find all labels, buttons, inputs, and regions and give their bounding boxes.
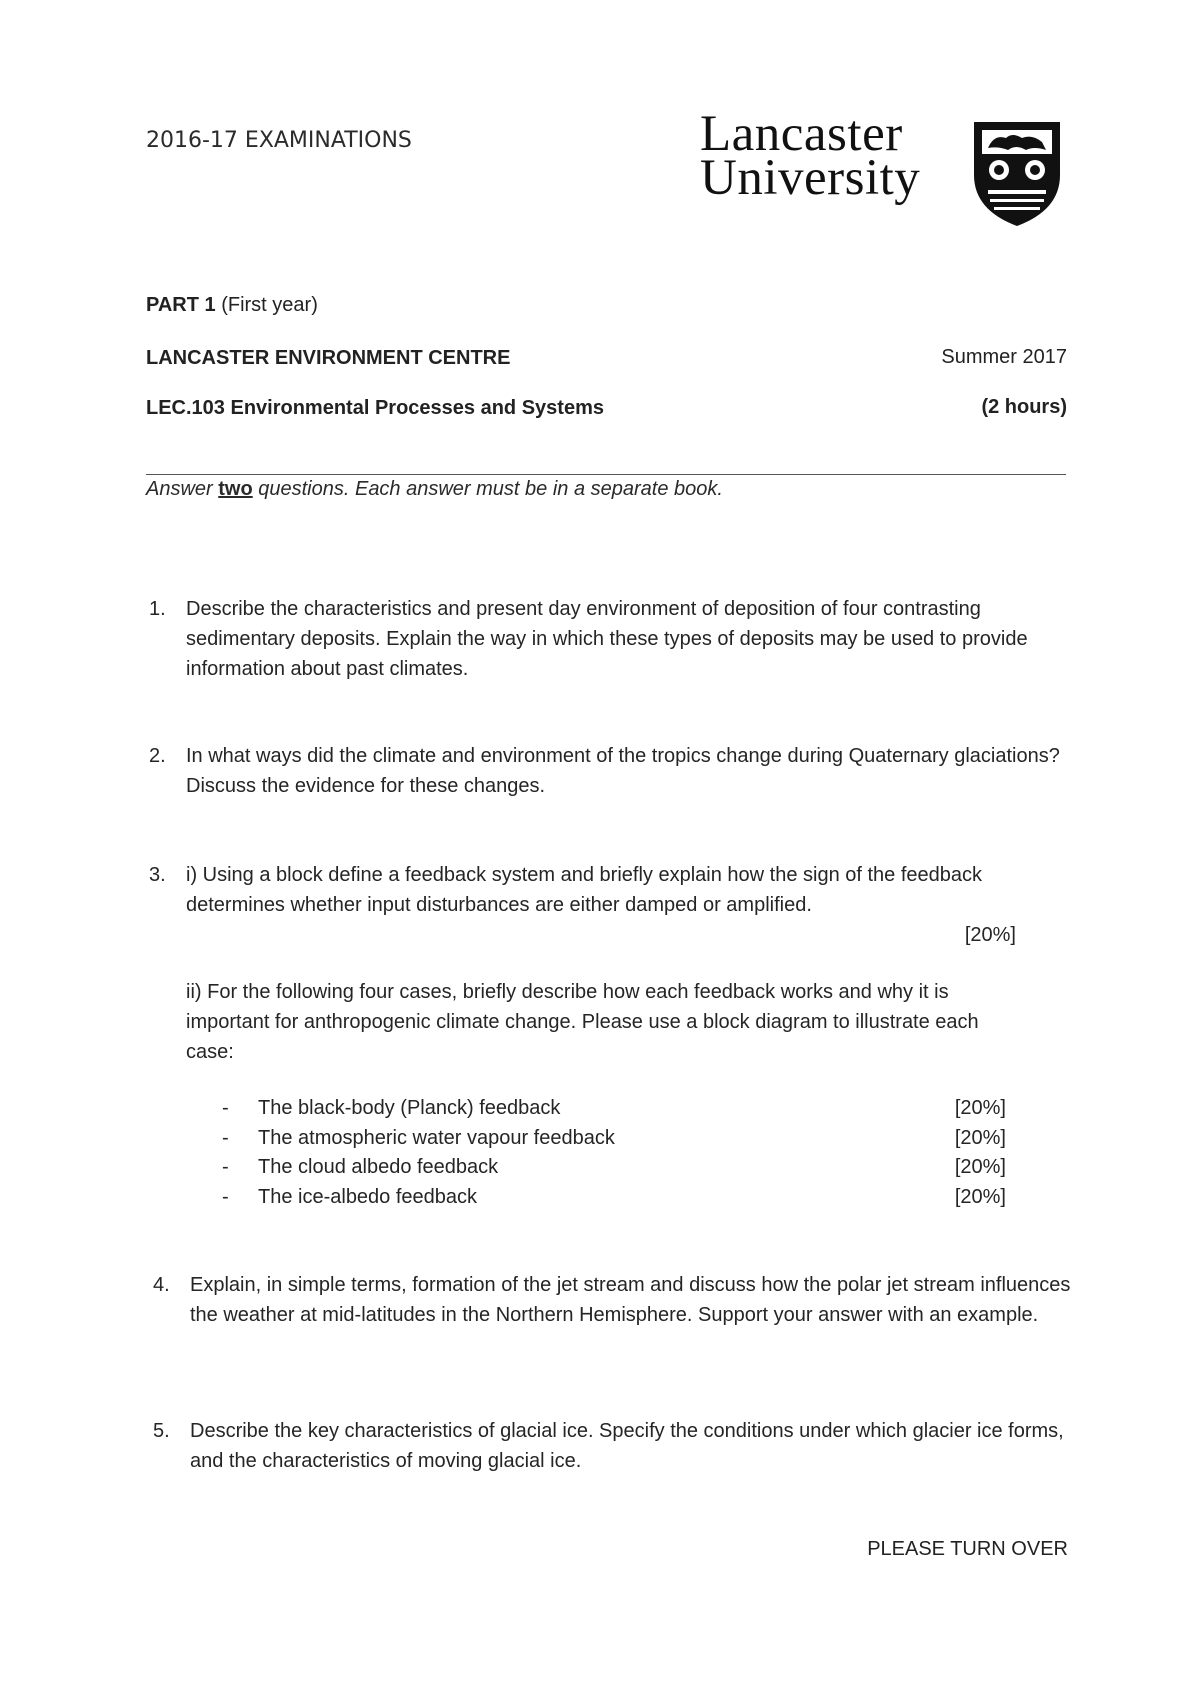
duration: (2 hours) — [981, 396, 1067, 418]
exam-session: 2016-17 EXAMINATIONS — [146, 128, 412, 153]
turn-over-note: PLEASE TURN OVER — [867, 1538, 1068, 1560]
question-3-part-ii: ii) For the following four cases, briefly describe how each feedback works and why it is important for anthropogenic climate change. Please use a block diagram to illustrate each case: — [186, 981, 979, 1063]
university-logo — [700, 106, 1065, 232]
list-item: - The ice-albedo feedback [20%] — [222, 1185, 1006, 1208]
list-item: - The black-body (Planck) feedback [20%] — [222, 1097, 1006, 1119]
question-4: 4. Explain, in simple terms, formation of the jet stream and discuss how the polar jet stream influences the weather at mid-latitudes in the Northern Hemisphere. Support your answer with an example. — [153, 1274, 1071, 1326]
department: LANCASTER ENVIRONMENT CENTRE — [146, 347, 511, 369]
question-1: 1. Describe the characteristics and present day environment of deposition of four contrasting sedimentary deposits. Explain the way in which these types of deposits may be used to provide information about past climates. — [149, 598, 1028, 680]
list-item: - The cloud albedo feedback [20%] — [222, 1156, 1006, 1178]
shield-crest-icon — [972, 120, 1062, 228]
question-3-part-i: 3. i) Using a block define a feedback system and briefly explain how the sign of the feedback determines whether input disturbances are either damped or amplified. [20%] — [146, 860, 1016, 950]
logo-wordmark: Lancaster University — [700, 106, 921, 206]
part-line: PART 1 (First year) — [146, 294, 318, 316]
question-5: 5. Describe the key characteristics of glacial ice. Specify the conditions under which glacier ice forms, and the characteristics of moving glacial ice. — [153, 1420, 1064, 1472]
term: Summer 2017 — [941, 346, 1067, 368]
feedback-list — [146, 1094, 1006, 1212]
list-item: - The atmospheric water vapour feedback [20%] — [222, 1126, 1006, 1149]
module-title: LEC.103 Environmental Processes and Systems — [146, 397, 604, 419]
mark-q3-i: [20%] — [964, 924, 1016, 946]
divider — [146, 474, 1066, 475]
question-2: 2. In what ways did the climate and environment of the tropics change during Quaternary glaciations? Discuss the evidence for these changes. — [149, 745, 1060, 797]
instructions: Answer two questions. Each answer must be in a separate book. — [146, 478, 723, 500]
